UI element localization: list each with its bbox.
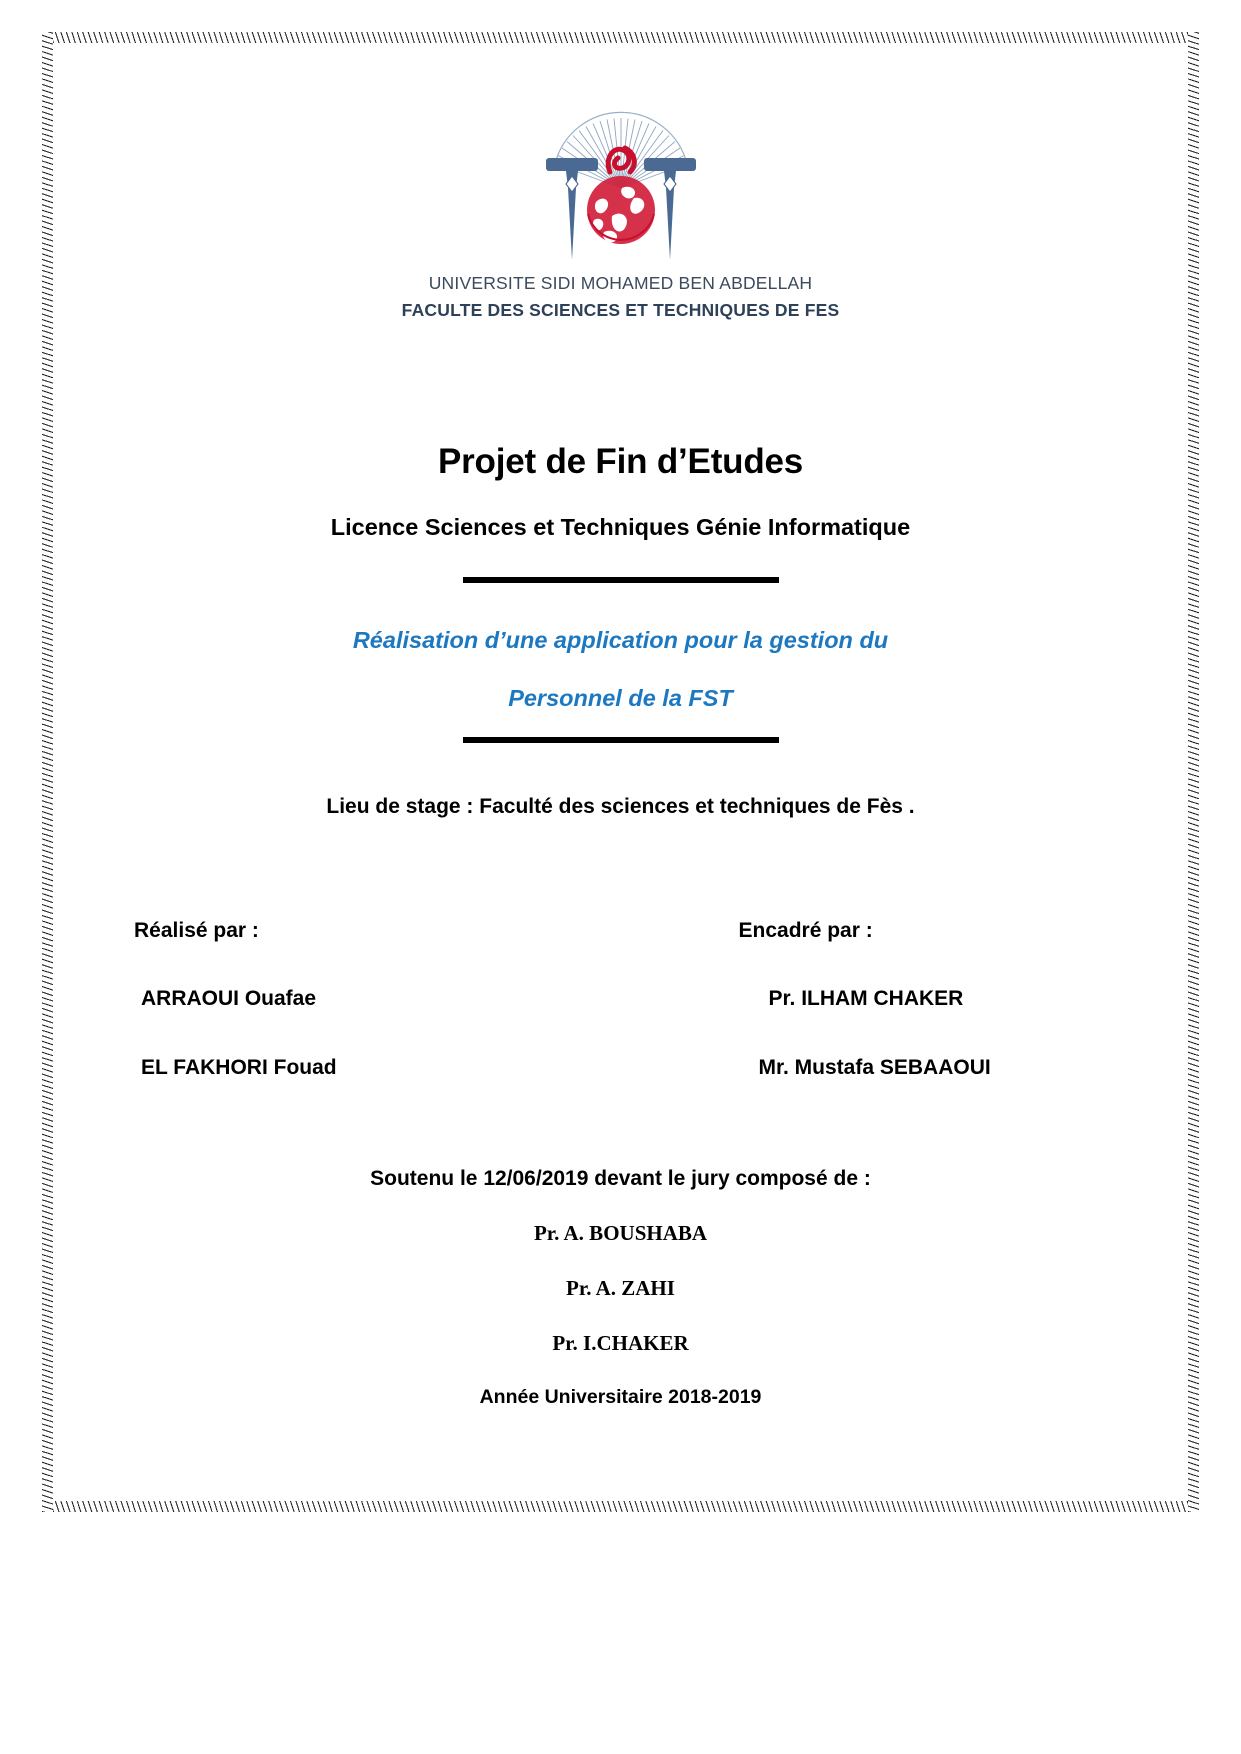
- page-border-top: [42, 32, 1199, 43]
- program-title: Licence Sciences et Techniques Génie Informatique: [330, 514, 911, 541]
- supervisors-column: [621, 919, 1178, 1125]
- author-name: EL FAKHORI Fouad: [141, 1056, 337, 1080]
- divider-top: [463, 577, 779, 583]
- divider-bottom: [463, 737, 779, 743]
- people-section: [64, 919, 1177, 1125]
- project-title-line1: Réalisation d’une application pour la gestion du: [352, 627, 889, 654]
- university-crest-icon: [526, 110, 716, 270]
- supervisor-name: Pr. ILHAM CHAKER: [768, 987, 964, 1011]
- project-title: [64, 629, 1177, 710]
- institution-header: [64, 54, 1177, 324]
- project-title-line2: Personnel de la FST: [508, 684, 733, 711]
- jury-member: Pr. A. ZAHI: [566, 1276, 675, 1301]
- supervisors-heading: Encadré par :: [738, 919, 873, 943]
- defense-section: [64, 1167, 1177, 1356]
- author-name: ARRAOUI Ouafae: [141, 987, 317, 1011]
- page-border-right: [1188, 32, 1199, 1512]
- authors-heading: Réalisé par :: [134, 919, 259, 943]
- academic-year: Année Universitaire 2018-2019: [479, 1386, 762, 1409]
- page-title: Projet de Fin d’Etudes: [437, 442, 804, 482]
- defense-heading: Soutenu le 12/06/2019 devant le jury composé de :: [370, 1167, 871, 1191]
- page-border-bottom: [42, 1501, 1199, 1512]
- jury-member: Pr. A. BOUSHABA: [533, 1221, 708, 1246]
- university-name: UNIVERSITE SIDI MOHAMED BEN ABDELLAH: [428, 273, 813, 293]
- supervisor-name: Mr. Mustafa SEBAAOUI: [758, 1056, 991, 1080]
- authors-column: [64, 919, 621, 1125]
- faculty-name: FACULTE DES SCIENCES ET TECHNIQUES DE FES: [401, 300, 840, 321]
- internship-place: Lieu de stage : Faculté des sciences et techniques de Fès .: [326, 795, 915, 819]
- page-border-left: [42, 32, 53, 1512]
- jury-member: Pr. I.CHAKER: [552, 1331, 689, 1356]
- cover-page-content: [64, 54, 1177, 1490]
